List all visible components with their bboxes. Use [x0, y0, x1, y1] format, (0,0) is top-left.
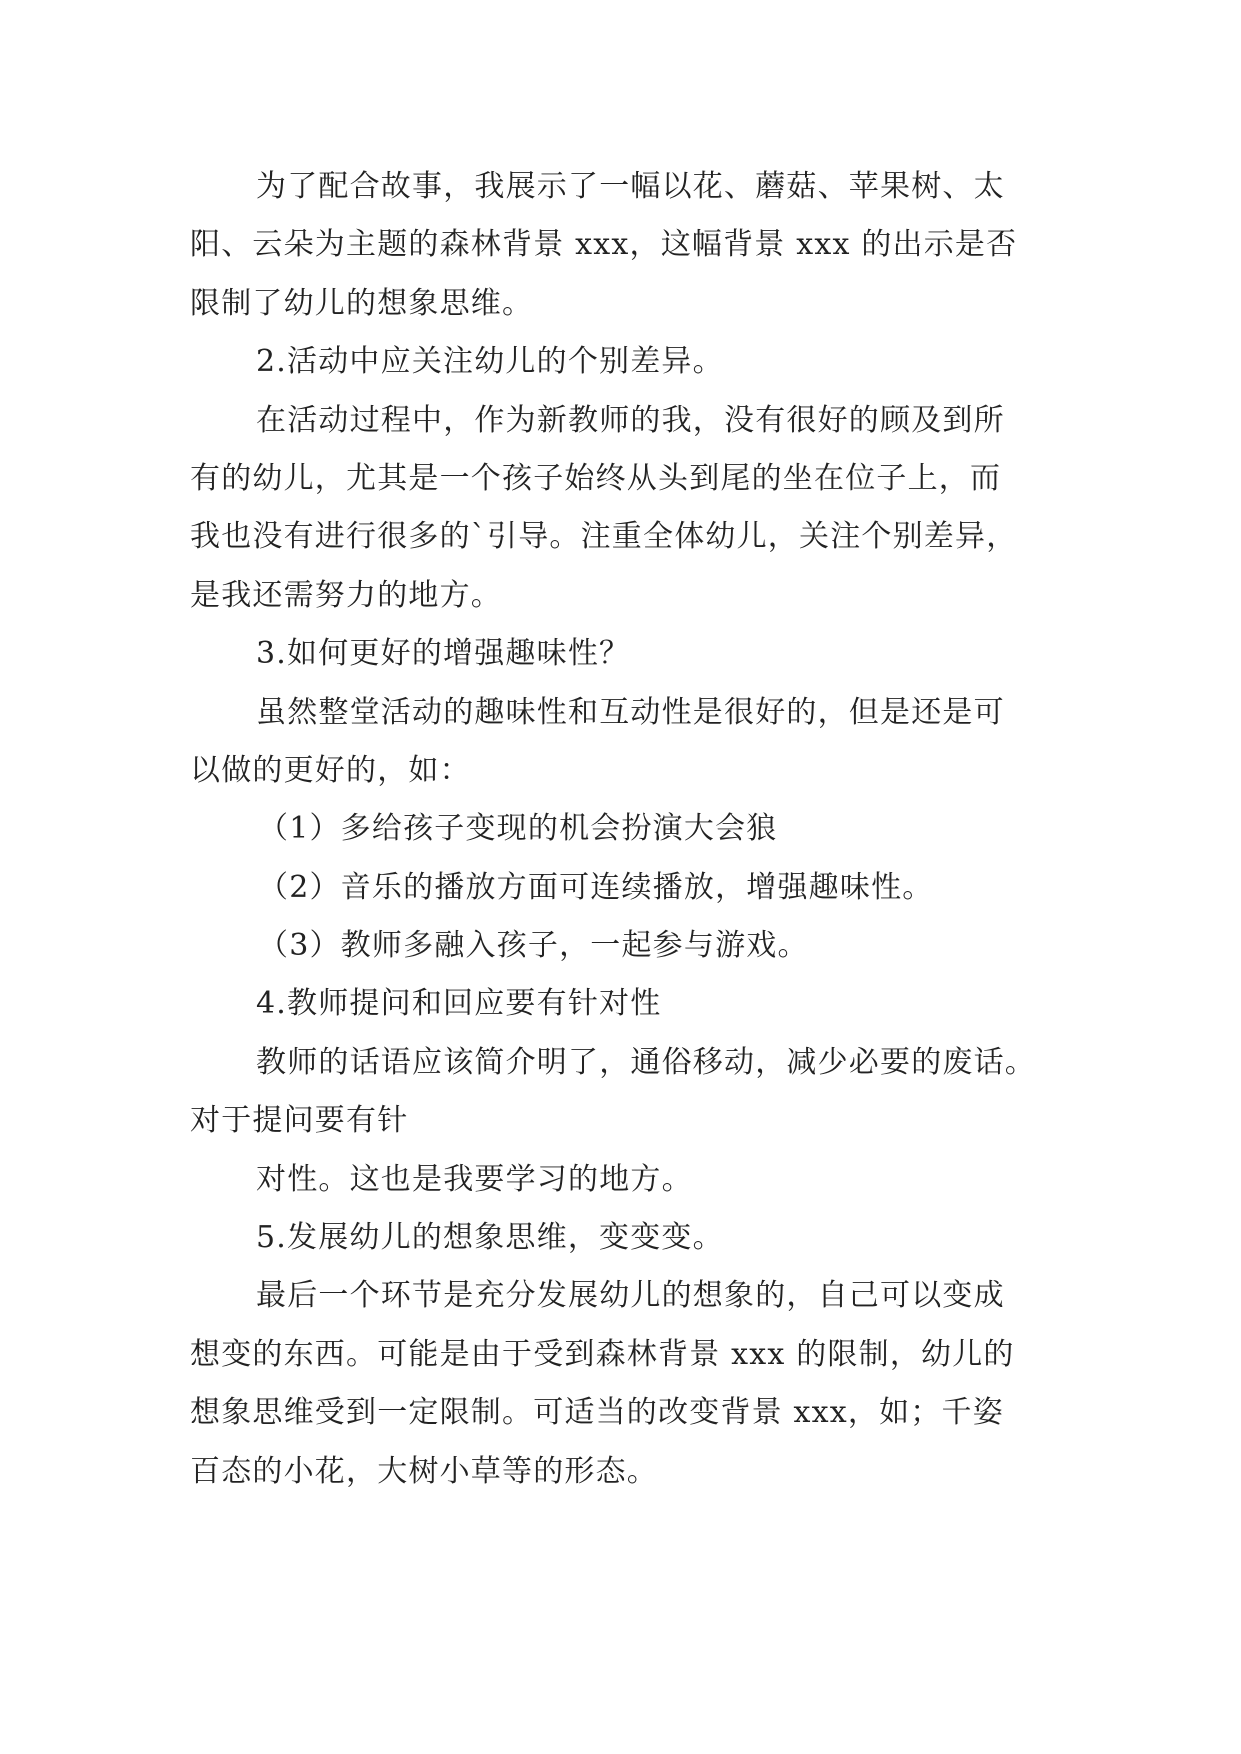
paragraph-line: 对性。这也是我要学习的地方。 — [256, 1161, 693, 1197]
paragraph-line: 最后一个环节是充分发展幼儿的想象的，自己可以变成 — [256, 1278, 1005, 1314]
paragraph-line: 百态的小花，大树小草等的形态。 — [190, 1453, 658, 1489]
paragraph-line: 以做的更好的，如： — [190, 752, 471, 788]
paragraph-line: 在活动过程中，作为新教师的我，没有很好的顾及到所 — [256, 402, 1005, 438]
section-heading: 4.教师提问和回应要有针对性 — [256, 986, 662, 1022]
list-item: （2）音乐的播放方面可连续播放，增强趣味性。 — [258, 869, 934, 905]
paragraph-line: 我也没有进行很多的`引导。注重全体幼儿，关注个别差异， — [190, 519, 1018, 555]
list-item: （3）教师多融入孩子，一起参与游戏。 — [258, 928, 809, 964]
paragraph-line: 想象思维受到一定限制。可适当的改变背景 xxx，如；千姿 — [190, 1395, 1004, 1431]
paragraph-line: 为了配合故事，我展示了一幅以花、蘑菇、苹果树、太 — [256, 169, 1005, 204]
section-heading: 3.如何更好的增强趣味性？ — [256, 636, 631, 672]
document-body — [190, 158, 1050, 1501]
section-heading: 5.发展幼儿的想象思维，变变变。 — [256, 1220, 724, 1256]
paragraph-line: 虽然整堂活动的趣味性和互动性是很好的，但是还是可 — [256, 694, 1005, 730]
paragraph-line: 对于提问要有针 — [190, 1103, 409, 1139]
paragraph-line: 有的幼儿，尤其是一个孩子始终从头到尾的坐在位子上，而 — [190, 460, 1002, 496]
paragraph-line: 是我还需努力的地方。 — [190, 577, 502, 613]
paragraph-line: 想变的东西。可能是由于受到森林背景 xxx 的限制，幼儿的 — [190, 1336, 1015, 1372]
section-heading: 2.活动中应关注幼儿的个别差异。 — [256, 344, 724, 380]
list-item: （1）多给孩子变现的机会扮演大会狼 — [258, 811, 778, 847]
paragraph-line: 限制了幼儿的想象思维。 — [190, 285, 534, 321]
paragraph-line: 阳、云朵为主题的森林背景 xxx，这幅背景 xxx 的出示是否 — [190, 227, 1018, 263]
paragraph-line: 教师的话语应该简介明了，通俗移动，减少必要的废话。 — [256, 1044, 1036, 1080]
